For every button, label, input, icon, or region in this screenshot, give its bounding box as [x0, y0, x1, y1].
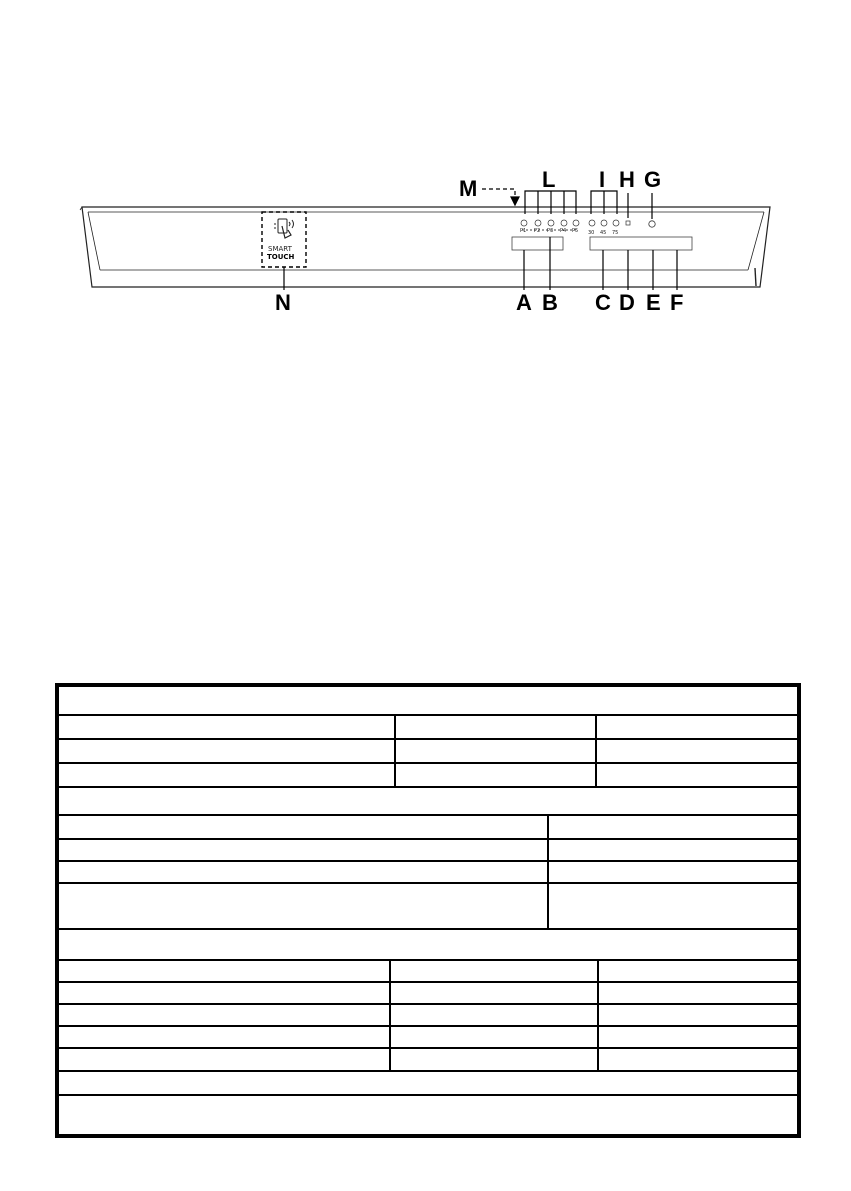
display-right [590, 237, 692, 250]
callout-g: G [644, 167, 662, 192]
table-row [63, 961, 793, 981]
svg-text:P2: P2 [534, 228, 541, 234]
power-button-icon [649, 221, 655, 227]
callout-e: E [646, 290, 661, 315]
table-section-3-header [63, 930, 793, 959]
touch-label: TOUCH [267, 253, 295, 261]
callout-labels [275, 167, 683, 315]
svg-text:P3: P3 [547, 228, 554, 234]
program-icon-5 [572, 220, 579, 234]
callout-b: B [542, 290, 558, 315]
callout-i: I [599, 167, 606, 192]
table-row [63, 840, 793, 860]
svg-text:P5: P5 [572, 228, 579, 234]
svg-text:30: 30 [588, 230, 595, 236]
smart-touch-area [262, 212, 306, 267]
option-icon-1 [588, 220, 595, 236]
program-icon-2 [534, 220, 541, 234]
table-row [63, 983, 793, 1003]
table-row [63, 1049, 793, 1070]
callout-d: D [619, 290, 635, 315]
program-icon-1 [520, 220, 527, 234]
option-icon-2 [600, 220, 607, 236]
nfc-phone-icon [274, 219, 294, 238]
table-row [63, 862, 793, 882]
svg-text:P1: P1 [520, 228, 527, 234]
table-section-2-header [63, 788, 793, 814]
table-row [63, 884, 793, 928]
callout-m: M [459, 176, 478, 201]
table-row [63, 740, 793, 762]
control-panel-diagram [0, 0, 851, 340]
display-left [512, 237, 563, 250]
callout-c: C [595, 290, 611, 315]
svg-text:P4: P4 [560, 228, 567, 234]
table-section-1-header [63, 687, 793, 714]
svg-text:45: 45 [600, 230, 607, 236]
callout-l: L [542, 167, 556, 192]
table-row [63, 816, 793, 838]
table-row [63, 1072, 793, 1094]
program-icon-3 [547, 220, 554, 234]
leader-lines [284, 189, 677, 290]
panel-outline [80, 207, 770, 287]
spec-table [55, 683, 801, 1138]
smart-label: SMART [268, 245, 292, 253]
program-icons [520, 220, 579, 234]
table-row [63, 764, 793, 786]
callout-n: N [275, 290, 291, 315]
table-footer [63, 1096, 793, 1134]
svg-text:75: 75 [612, 230, 619, 236]
indicator-h-icon [626, 221, 630, 225]
callout-h: H [619, 167, 635, 192]
table-row [63, 716, 793, 738]
callout-f: F [670, 290, 684, 315]
option-icons [588, 220, 619, 236]
program-icon-4 [560, 220, 567, 234]
callout-a: A [516, 290, 532, 315]
table-row [63, 1027, 793, 1047]
table-row [63, 1005, 793, 1025]
option-icon-3 [612, 220, 619, 236]
